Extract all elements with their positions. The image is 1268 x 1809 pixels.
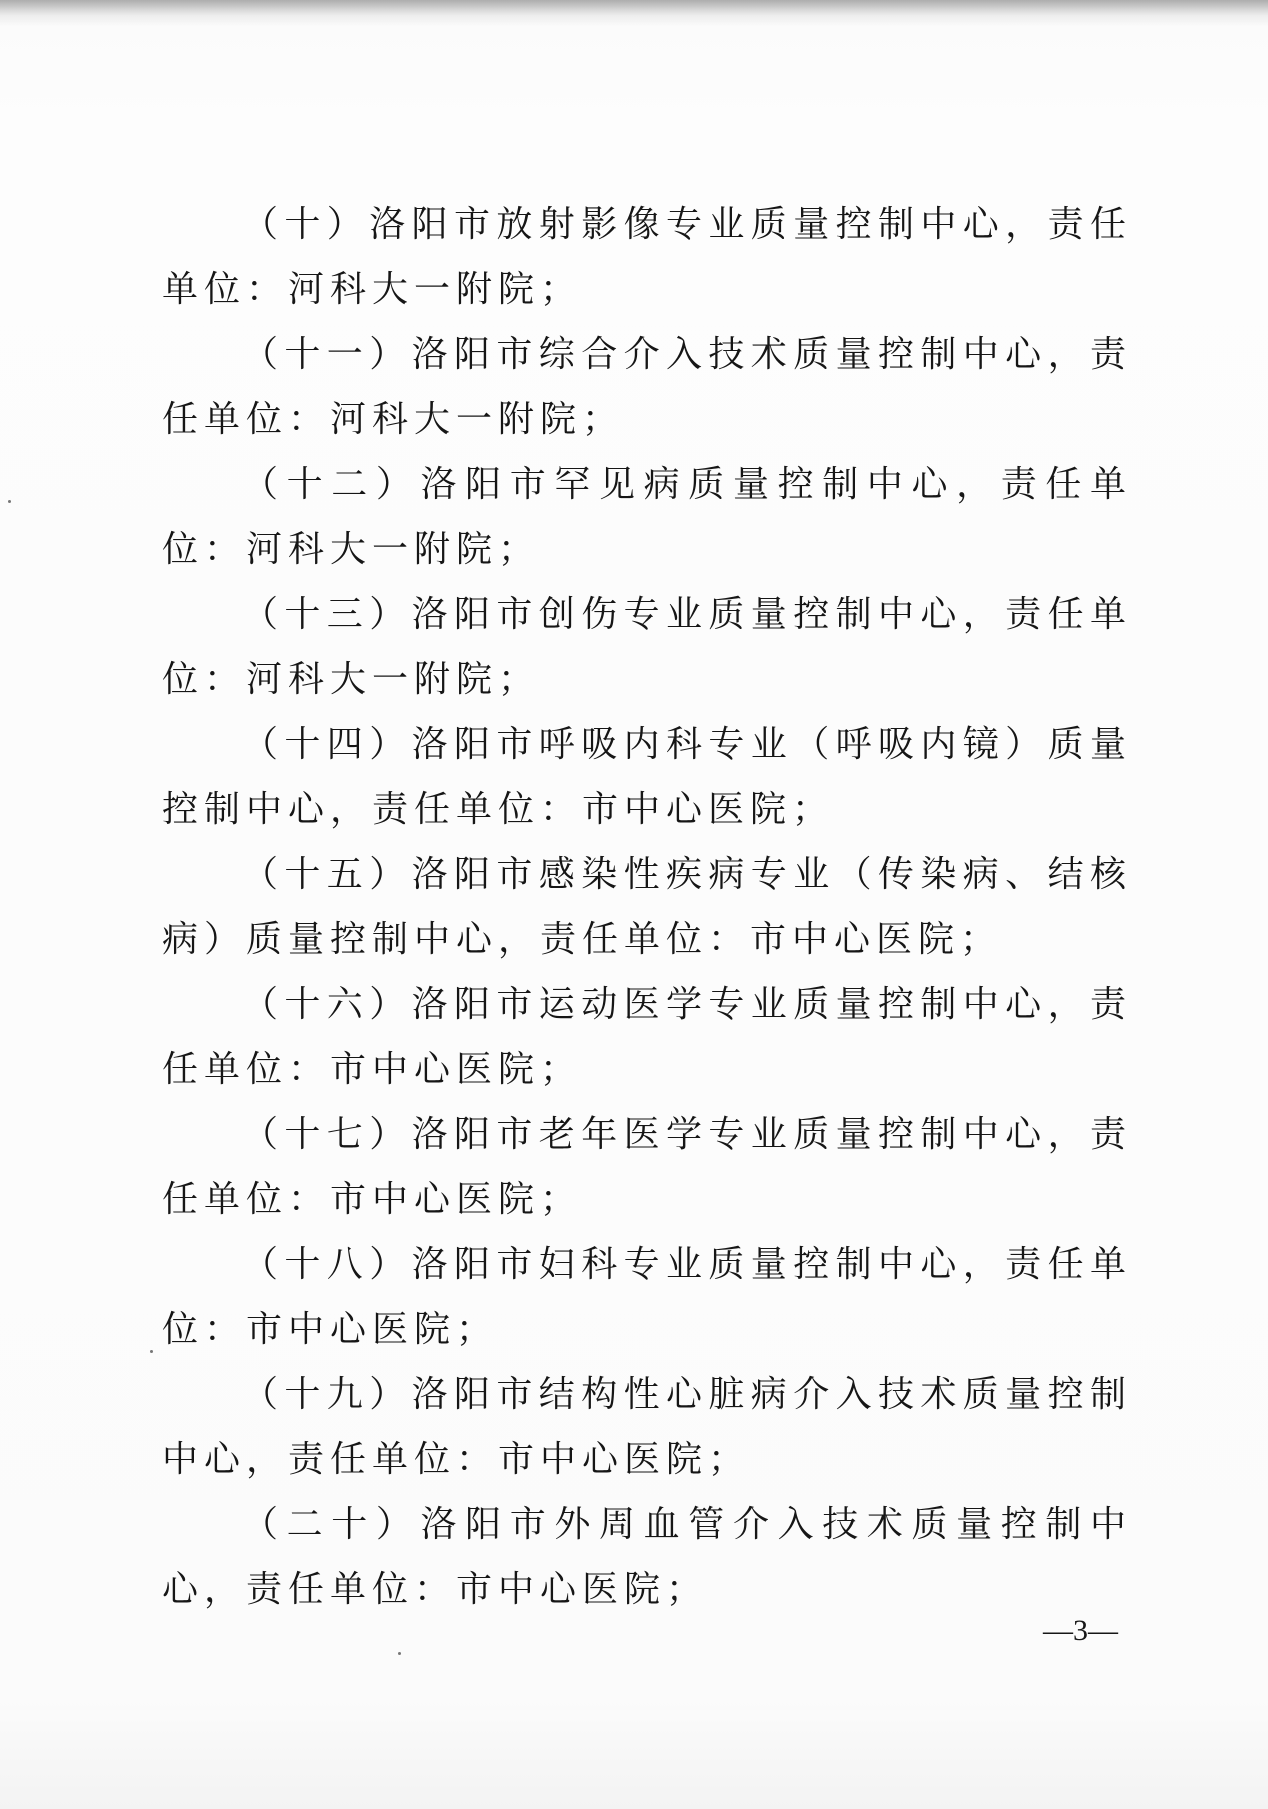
list-item: （十四）洛阳市呼吸内科专业（呼吸内镜）质量控制中心，责任单位：市中心医院； [162,724,1132,830]
list-item: （十八）洛阳市妇科专业质量控制中心，责任单位：市中心医院； [162,1244,1132,1350]
list-item: （十五）洛阳市感染性疾病专业（传染病、结核病）质量控制中心，责任单位：市中心医院； [162,854,1132,960]
list-item: （十二）洛阳市罕见病质量控制中心，责任单位：河科大一附院； [162,464,1132,570]
scan-edge-shadow [0,0,1268,26]
document-body [162,192,1132,1622]
list-item: （十六）洛阳市运动医学专业质量控制中心，责任单位：市中心医院； [162,984,1132,1090]
page-number: —3— [1043,1614,1118,1647]
list-item: （十九）洛阳市结构性心脏病介入技术质量控制中心，责任单位：市中心医院； [162,1374,1132,1480]
list-item: （二十）洛阳市外周血管介入技术质量控制中心，责任单位：市中心医院； [162,1504,1132,1610]
list-item: （十三）洛阳市创伤专业质量控制中心，责任单位：河科大一附院； [162,594,1132,700]
list-item: （十七）洛阳市老年医学专业质量控制中心，责任单位：市中心医院； [162,1114,1132,1220]
list-item: （十一）洛阳市综合介入技术质量控制中心，责任单位：河科大一附院； [162,334,1132,440]
scan-speck [398,1652,401,1655]
list-item: （十）洛阳市放射影像专业质量控制中心，责任单位：河科大一附院； [162,204,1132,310]
scan-speck [8,500,11,503]
scan-speck [150,1350,153,1353]
